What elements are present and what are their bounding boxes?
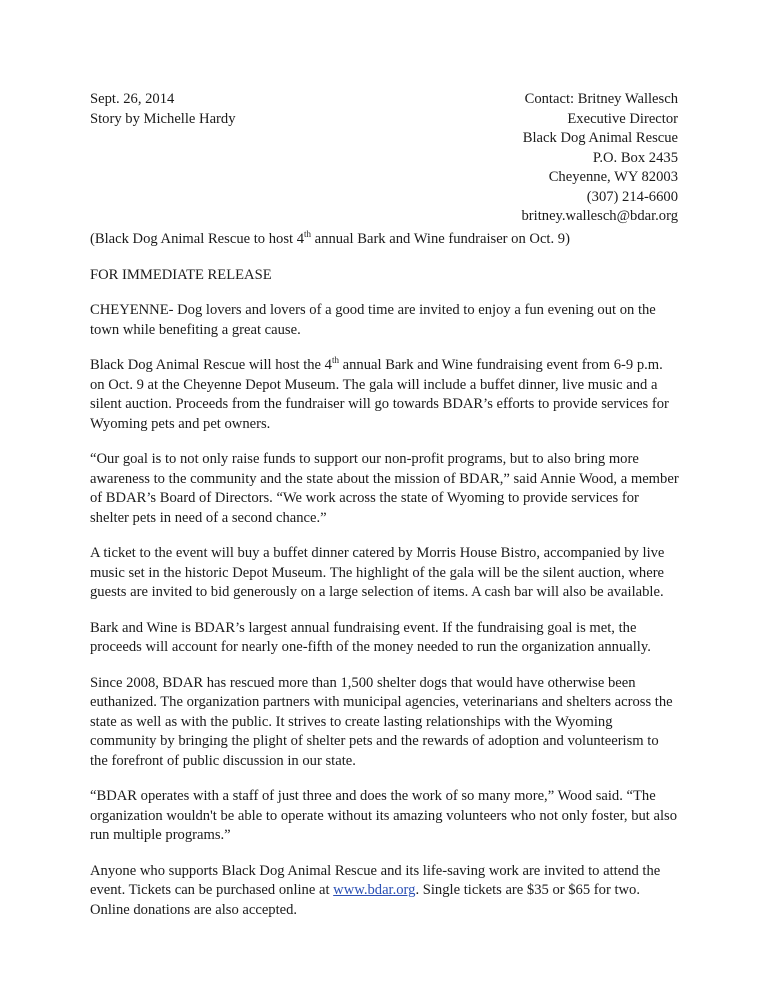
paragraph-quote-goal: “Our goal is to not only raise funds to support our non-profit programs, but to also bring more awareness to the community and the state about the mission of BDAR,” said Annie Wood, a member of BDAR’s Board of Directors. “We work across the state of Wyoming to provide services for shelter pets in need of a second chance.” — [90, 451, 679, 526]
paragraph-event: Black Dog Animal Rescue will host the 4th annual Bark and Wine fundraising event from 6-9 p.m. on Oct. 9 at the Cheyenne Depot Museum. The gala will include a buffet dinner, live music and a silent auction. Proceeds from the fundraiser will go towards BDAR’s efforts to provide services for Wyoming pets and pet owners. — [90, 355, 669, 432]
paragraph-quote-staff: “BDAR operates with a staff of just three and does the work of so many more,” Wood said. “The organization wouldn't be able to operate without its amazing volunteers who not only foster, but also run multiple programs.” — [90, 788, 678, 843]
contact-title: Executive Director — [567, 110, 678, 127]
contact-phone: (307) 214-6600 — [586, 188, 678, 205]
contact-block — [522, 90, 679, 227]
contact-name: Contact: Britney Wallesch — [524, 91, 678, 107]
contact-city: Cheyenne, WY 82003 — [548, 169, 678, 185]
release-date: Sept. 26, 2014 — [90, 91, 175, 107]
release-label: FOR IMMEDIATE RELEASE — [90, 266, 272, 283]
contact-email: britney.wallesch@bdar.org — [521, 208, 678, 224]
release-info — [90, 90, 236, 129]
website-link[interactable]: www.bdar.org — [333, 882, 416, 898]
paragraph-tickets: Anyone who supports Black Dog Animal Rescue and its life-saving work are invited to attend the event. Tickets can be purchased online at www.bdar.org. Single tickets are $35 or $65 for two. Online donations are also accepted. — [90, 862, 661, 918]
paragraph-fundraising: Bark and Wine is BDAR’s largest annual fundraising event. If the fundraising goal is met, the proceeds will account for nearly one-fifth of the money needed to run the organization annually. — [90, 619, 651, 655]
release-body — [90, 230, 680, 936]
paragraph-history: Since 2008, BDAR has rescued more than 1,500 shelter dogs that would have otherwise been euthanized. The organization partners with municipal agencies, veterinarians and shelters across the state as well as with the public. It strives to create lasting relationships with the Wyoming community by bringing the plight of shelter pets and the rewards of adoption and volunteerism to the forefront of public discussion in our state. — [90, 674, 673, 769]
paragraph-intro: CHEYENNE- Dog lovers and lovers of a good time are invited to enjoy a fun evening out on the town while benefiting a great cause. — [90, 302, 656, 338]
contact-po-box: P.O. Box 2435 — [592, 149, 678, 166]
paragraph-ticket: A ticket to the event will buy a buffet dinner catered by Morris House Bistro, accompanied by live music set in the historic Depot Museum. The highlight of the gala will be the silent auction, where guests are invited to bid generously on a large selection of items. A cash bar will also be available. — [90, 545, 665, 600]
story-byline: Story by Michelle Hardy — [90, 110, 236, 127]
contact-organization: Black Dog Animal Rescue — [522, 130, 678, 146]
headline: (Black Dog Animal Rescue to host 4th annual Bark and Wine fundraiser on Oct. 9) — [90, 229, 570, 247]
